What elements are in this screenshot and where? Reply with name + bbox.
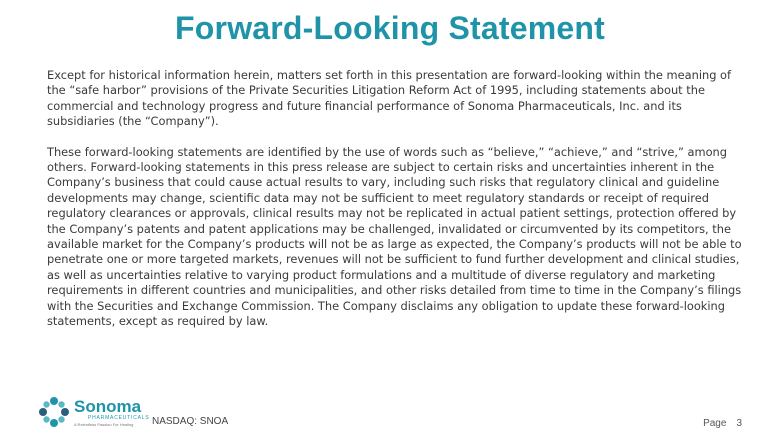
stock-ticker: NASDAQ: SNOA [152, 416, 229, 427]
paragraph-risks: These forward-looking statements are identified by the use of words such as “believe,” “achieve,” and “strive,” among others. Forward-looking statements in this press release are subject to certain risks and uncertainties inherent in the Company’s business that could cause actual results to vary, including such risks that regulatory clinical and guideline developments may change, scientific data may not be sufficient to meet regulatory standards or receipt of required regulatory clearances or approvals, clinical results may not be replicated in actual patient settings, protection offered by the Company’s patents and patent applications may be challenged, invalidated or circumvented by its competitors, the available market for the Company’s products will not be as large as expected, the Company’s products will not be able to penetrate one or more targeted markets, revenues will not be sufficient to fund further development and clinical studies, as well as uncertainties relative to varying product formulations and a multitude of diverse regulatory and marketing requirements in different countries and municipalities, and other risks detailed from time to time in the Company’s filings with the Securities and Exchange Commission. The Company disclaims any obligation to update these forward-looking statements, except as required by law. [47, 144, 742, 329]
company-logo [38, 396, 149, 428]
page-label: Page [703, 418, 727, 429]
page-indicator [703, 418, 742, 429]
statement-body [47, 68, 747, 345]
logo-subtitle: PHARMACEUTICALS [88, 414, 150, 421]
logo-tagline: A Relentless Passion For Healing [74, 421, 134, 427]
logo-name: Sonoma [74, 396, 142, 416]
slide-title: Forward-Looking Statement [175, 10, 605, 46]
page-number: 3 [736, 418, 742, 429]
logo-mark-icon [38, 396, 70, 428]
paragraph-safe-harbor: Except for historical information herein, matters set forth in this presentation are forward-looking within the meaning of the “safe harbor” provisions of the Private Securities Litigation Reform Act of 1995, including statements about the commercial and technology progress and future financial performance of Sonoma Pharmaceuticals, Inc. and its subsidiaries (the “Company”). [47, 68, 732, 129]
